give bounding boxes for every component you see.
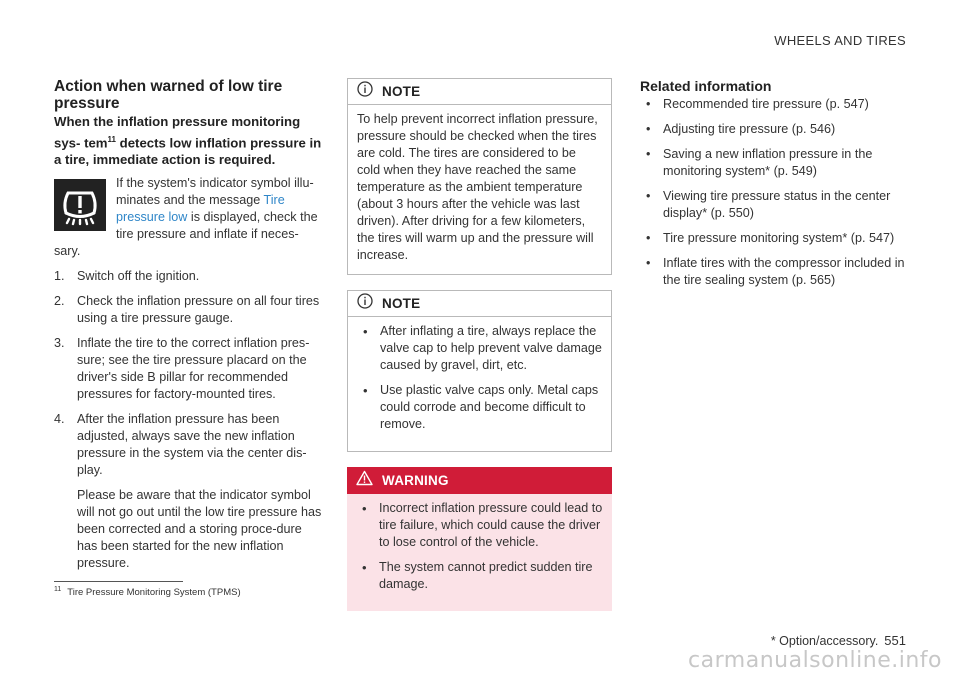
step-text: Inflate the tire to the correct inflation pres-sure; see the tire pressure placard on the driver's side B pillar for recommended pressures for factory-mounted tires. bbox=[77, 335, 310, 401]
warning-label: WARNING bbox=[382, 473, 449, 488]
related-link[interactable]: • Adjusting tire pressure (p. 546) bbox=[640, 121, 908, 138]
step-text: Check the inflation pressure on all four tires using a tire pressure gauge. bbox=[77, 293, 320, 325]
step-number: 2. bbox=[54, 293, 65, 308]
tire-pressure-warning-icon bbox=[54, 179, 106, 231]
note-box bbox=[347, 78, 612, 275]
steps-list bbox=[54, 268, 322, 572]
note-label: NOTE bbox=[382, 84, 421, 99]
list-item bbox=[54, 335, 322, 403]
indicator-text: If the system's indicator symbol illu-minates and the message bbox=[116, 175, 314, 207]
related-link[interactable]: • Tire pressure monitoring system* (p. 547) bbox=[640, 230, 908, 247]
warning-header bbox=[347, 467, 612, 494]
page-number: 551 bbox=[884, 633, 906, 648]
related-link[interactable]: • Saving a new inflation pressure in the monitoring system* (p. 549) bbox=[640, 146, 908, 180]
list-item: • The system cannot predict sudden tire damage. bbox=[356, 559, 603, 593]
info-icon bbox=[357, 293, 373, 314]
intro-part: detects low inflation pressure in a tire, immediate action is required. bbox=[54, 134, 322, 168]
display-message-link[interactable]: Tire pressure low bbox=[116, 192, 285, 224]
step-text: After the inflation pressure has been adjusted, always save the new inflation pressure in the system via the center dis-play. bbox=[77, 411, 307, 477]
note-text: To help prevent incorrect inflation pressure, pressure should be checked when the tires are cold. The tires are considered to be cold when they have reached the same temperature as the ambient temperature (about 3 hours after the vehicle was last driven). After driving for a few kilometers, the tires will warm up and the pressure will increase. bbox=[357, 112, 598, 262]
info-icon bbox=[357, 81, 373, 102]
intro-part: tem bbox=[84, 134, 108, 150]
footnote bbox=[54, 586, 241, 598]
list-item: • Use plastic valve caps only. Metal caps could corrode and become difficult to remove. bbox=[357, 382, 602, 433]
section-header: WHEELS AND TIRES bbox=[774, 33, 906, 48]
step-number: 1. bbox=[54, 268, 65, 283]
main-column bbox=[54, 78, 322, 580]
notes-column bbox=[347, 78, 612, 626]
watermark: carmanualsonline.info bbox=[688, 648, 942, 673]
note-header bbox=[348, 291, 611, 317]
step-number: 4. bbox=[54, 411, 65, 426]
list-item bbox=[54, 411, 322, 572]
indicator-text: is displayed, check the tire pressure and inflate if neces-sary. bbox=[54, 209, 318, 258]
warning-list bbox=[356, 500, 603, 593]
related-column bbox=[640, 78, 908, 297]
section-title: Action when warned of low tire pressure bbox=[54, 78, 283, 112]
note-body bbox=[348, 317, 611, 433]
indicator-message bbox=[54, 175, 322, 260]
related-link[interactable]: • Viewing tire pressure status in the center display* (p. 550) bbox=[640, 188, 908, 222]
warning-box bbox=[347, 467, 612, 611]
footnote-number: 11 bbox=[54, 586, 62, 593]
step-note: Please be aware that the indicator symbol will not go out until the low tire pressure has been corrected and a storing proce-dure has been started for the new inflation pressure. bbox=[77, 487, 322, 570]
note-box bbox=[347, 290, 612, 452]
footnote-ref[interactable]: 11 bbox=[107, 134, 116, 144]
related-link[interactable]: • Recommended tire pressure (p. 547) bbox=[640, 96, 908, 113]
warning-triangle-icon bbox=[356, 470, 373, 491]
intro-text bbox=[54, 113, 322, 169]
related-title: Related information bbox=[640, 78, 772, 94]
step-text: Switch off the ignition. bbox=[77, 268, 200, 283]
footnote-divider bbox=[54, 581, 183, 582]
footnote-text: Tire Pressure Monitoring System (TPMS) bbox=[67, 587, 241, 599]
intro-part: When the inflation pressure monitoring sys- bbox=[54, 114, 301, 150]
note-label: NOTE bbox=[382, 296, 421, 311]
page-footer bbox=[771, 633, 906, 648]
related-link[interactable]: • Inflate tires with the compressor included in the tire sealing system (p. 565) bbox=[640, 255, 908, 289]
list-item: • After inflating a tire, always replace the valve cap to help prevent valve damage caused by gravel, dirt, etc. bbox=[357, 323, 602, 374]
list-item bbox=[54, 293, 322, 327]
related-list bbox=[640, 96, 908, 289]
list-item: • Incorrect inflation pressure could lead to tire failure, which could cause the driver to lose control of the vehicle. bbox=[356, 500, 603, 551]
note-header bbox=[348, 79, 611, 105]
note-list bbox=[357, 323, 602, 433]
list-item bbox=[54, 268, 322, 285]
option-note: * Option/accessory. bbox=[770, 634, 879, 648]
warning-body bbox=[347, 494, 612, 593]
step-number: 3. bbox=[54, 335, 65, 350]
